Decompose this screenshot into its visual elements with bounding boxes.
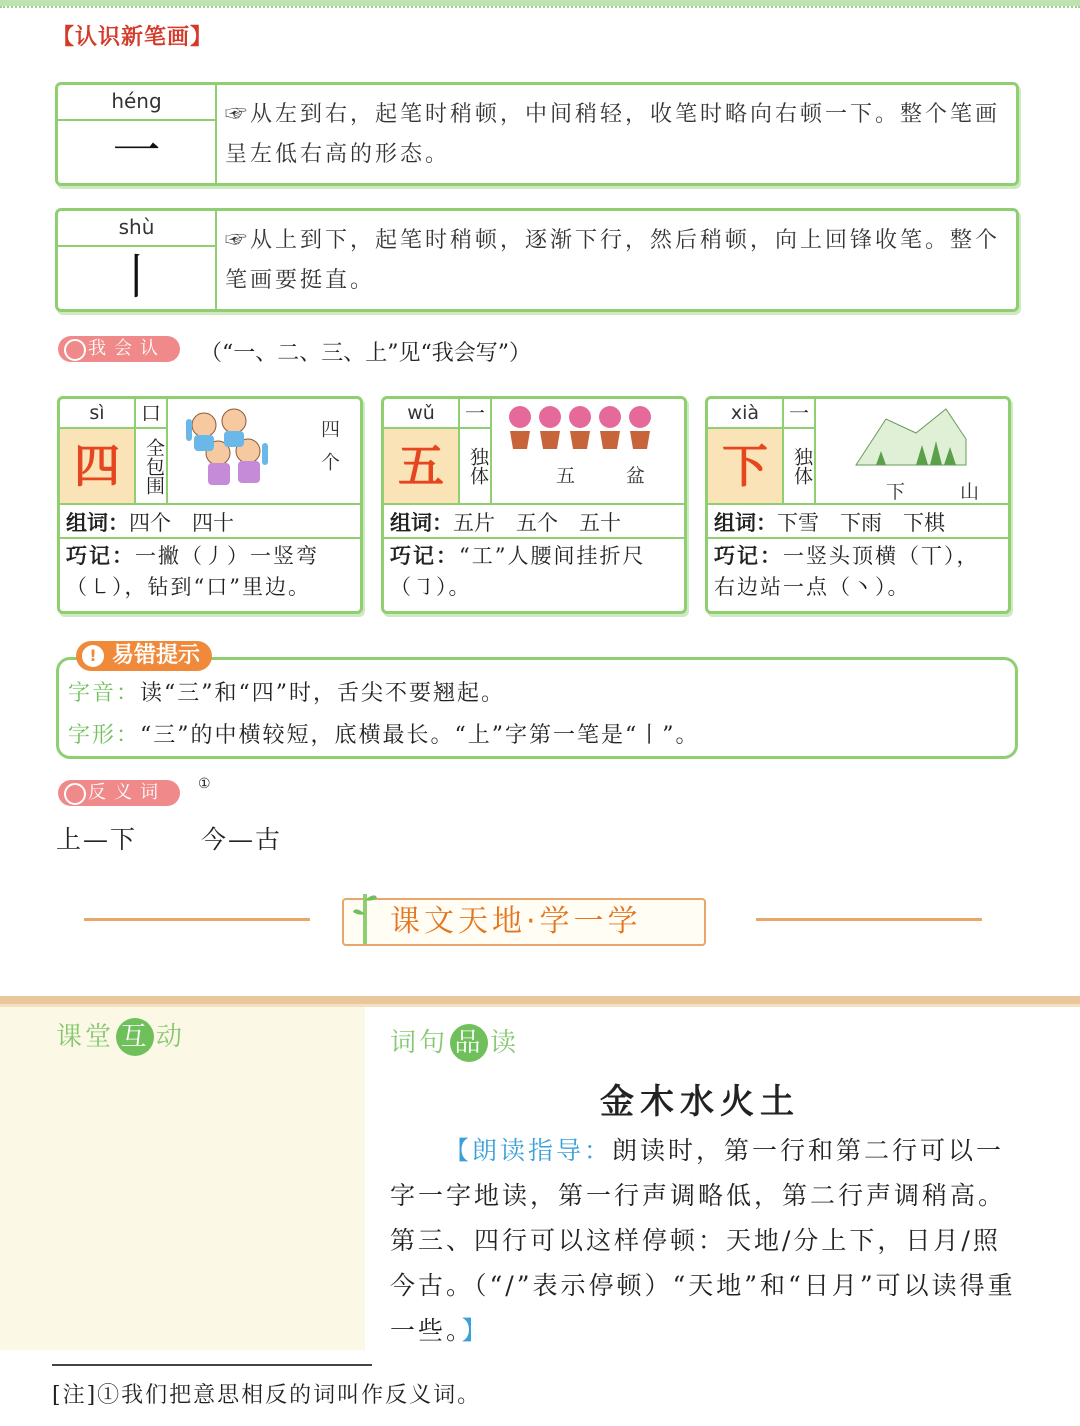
stroke-pinyin: héng [58,85,215,121]
read-words-title [390,1022,519,1062]
picture-label: 五 盆 [556,465,662,487]
flower-pots-illustration [492,399,682,459]
antonym-tag [58,780,180,806]
card-radical: 一 [784,399,816,429]
antonym-pair: 今—古 [201,825,283,854]
exclamation-icon: ! [82,645,104,667]
card-words [60,503,360,539]
section-title: 【认识新笔画】 [52,25,214,50]
card-radical: 口 [136,399,168,429]
card-char: 五 [384,429,460,503]
stroke-box-heng [55,82,1019,186]
antonym-pair: 上—下 [56,825,138,854]
antonym-marker: ① [198,776,211,792]
char-card-si [57,396,363,614]
poem-title: 金木水火土 [600,1082,800,1122]
stroke-description: ☞从左到右，起笔时稍顿，中间稍轻，收笔时略向右顿一下。整个笔画呈左低右高的形态。 [225,102,1001,167]
warning-line-shape [68,718,700,749]
card-tip [390,541,678,603]
banner-text: 课文天地·学一学 [390,904,642,939]
picture-label: 下 山 [886,481,998,503]
guide-text: 朗读时，第一行和第二行可以一字一字地读，第一行声调略低，第二行声调稍高。第三、四行可以这样停顿：天地/分上下，日月/照今古。（“/”表示停顿）“天地”和“日月”可以读得重一些。 [390,1136,1016,1345]
card-pinyin: wǔ [384,399,460,429]
warning-line-sound [68,676,505,707]
warning-tag [76,641,212,671]
card-structure: 独体 [460,429,492,503]
panel-title-pre: 课堂 [56,1022,115,1052]
recognize-tag [58,336,180,362]
warning-text: 读“三”和“四”时，舌尖不要翘起。 [140,681,506,706]
mountain-illustration [816,399,1006,471]
bamboo-rail [0,996,1080,1004]
panel-title-post: 读 [490,1028,520,1058]
char-card-wu [381,396,687,614]
card-tip [714,541,1002,603]
words-label: 组词： [714,511,777,535]
panel-title-pre: 词句 [390,1028,449,1058]
card-pinyin: xià [708,399,784,429]
antonym-pairs [56,820,346,856]
panel-title-badge: 品 [450,1024,488,1062]
stroke-char-cell [58,211,217,309]
recognize-note: （“一、二、三、上”见“我会写”） [200,341,531,366]
card-words [384,503,684,539]
card-radical: 一 [460,399,492,429]
card-illustration [492,399,684,503]
picture-label: 四个 [318,419,340,485]
card-illustration [168,399,360,503]
antonym-tag-label: 反义词 [88,782,166,803]
warning-tag-label: 易错提示 [112,643,201,668]
card-char: 下 [708,429,784,503]
tip-text: “工”人腰间挂折尺（㇆）。 [390,544,646,599]
recognize-tag-label: 我会认 [88,338,166,359]
footnote-rule [52,1364,372,1366]
card-structure: 独体 [784,429,816,503]
card-structure: 全包围 [136,429,168,503]
card-pinyin: sì [60,399,136,429]
guide-label: 【朗读指导： [444,1136,613,1165]
card-char: 四 [60,429,136,503]
reading-guide [390,1128,1020,1353]
tip-text: 一竖头顶横（丅），右边站一点（丶）。 [714,544,980,599]
stroke-char: 丨 [112,249,161,305]
char-card-xia [705,396,1011,614]
words-text: 五片 五个 五十 [453,511,621,535]
tip-label: 巧记： [714,544,783,568]
bamboo-icon [352,890,378,946]
panel-title-badge: 互 [116,1018,154,1056]
banner-line-left [84,918,310,921]
banner-line-right [756,918,982,921]
tip-text: 一撇（丿）一竖弯（㇄），钻到“口”里边。 [66,544,319,599]
card-tip [66,541,354,603]
warning-label: 字音： [68,681,141,706]
class-interaction-panel [0,1007,365,1350]
swirl-icon [64,339,86,361]
stroke-box-shu [55,208,1019,312]
warning-text: “三”的中横较短，底横最长。“上”字第一笔是“丨”。 [140,723,700,748]
card-words [708,503,1008,539]
tip-label: 巧记： [390,544,459,568]
words-label: 组词： [390,511,453,535]
words-text: 四个 四十 [129,511,234,535]
guide-end: 】 [461,1316,490,1345]
panel-title-post: 动 [156,1022,186,1052]
swirl-icon [64,783,86,805]
stroke-description: ☞从上到下，起笔时稍顿，逐渐下行，然后稍顿，向上回锋收笔。整个笔画要挺直。 [225,228,1001,293]
card-illustration [816,399,1008,503]
stroke-char: 一 [112,123,161,179]
warning-label: 字形： [68,723,141,748]
words-text: 下雪 下雨 下棋 [777,511,945,535]
class-interaction-title [56,1016,185,1056]
stroke-char-cell [58,85,217,183]
section-banner [342,898,706,946]
words-label: 组词： [66,511,129,535]
footnote: [注]①我们把意思相反的词叫作反义词。 [52,1383,482,1408]
stroke-pinyin: shù [58,211,215,247]
top-dots [0,6,1080,10]
tip-label: 巧记： [66,544,135,568]
